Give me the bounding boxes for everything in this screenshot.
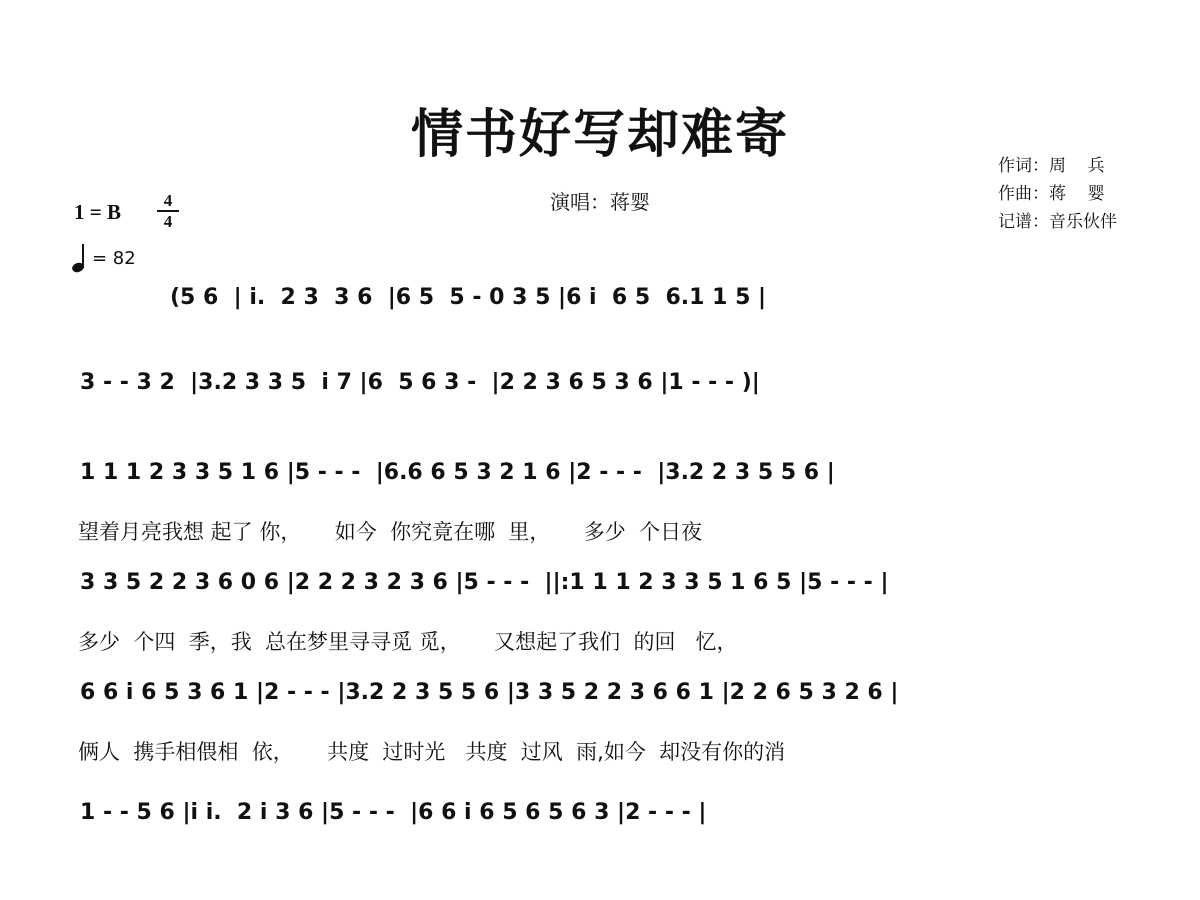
song-title: 情书好写却难寄 xyxy=(410,104,789,165)
score-row xyxy=(0,570,1200,670)
key-signature: 1 = B xyxy=(74,200,121,224)
lyric-line: 多少 个四 季，我 总在梦里寻寻觅 觅， 又想起了我们 的回 忆， xyxy=(78,630,738,654)
transcriber-credit: 记谱：音乐伙伴 xyxy=(998,212,1117,232)
notes-line: 3 3 5 2 2 3 6 0 6 |2 2 2 3 2 3 6 |5 - - - ||:1 1 1 2 3 3 5 1 6 5 |5 - - - | xyxy=(80,570,889,595)
tempo-value: = 82 xyxy=(92,247,136,269)
composer-credit: 作曲：蒋 婴 xyxy=(998,184,1105,204)
notes-line: 6 6 i 6 5 3 6 1 |2 - - - |3.2 2 3 5 5 6 |3 3 5 2 2 3 6 6 1 |2 2 6 5 3 2 6 | xyxy=(80,680,899,705)
notes-line: (5 6 | i. 2 3 3 6 |6 5 5 - 0 3 5 |6 i 6 5 6.1 1 5 | xyxy=(170,285,767,310)
time-signature xyxy=(157,192,179,230)
lyric-line: 望着月亮我想 起了 你， 如今 你究竟在哪 里， 多少 个日夜 xyxy=(78,520,703,544)
score-row xyxy=(0,460,1200,560)
tempo-marking xyxy=(72,244,136,272)
lyricist-credit: 作词：周 兵 xyxy=(998,156,1105,176)
score-row xyxy=(0,680,1200,780)
score-row xyxy=(0,370,1200,470)
credits-block xyxy=(998,152,1117,236)
singer-credit: 演唱：蒋婴 xyxy=(550,190,650,214)
notes-line: 1 1 1 2 3 3 5 1 6 |5 - - - |6.6 6 5 3 2 1 6 |2 - - - |3.2 2 3 5 5 6 | xyxy=(80,460,835,485)
quarter-note-icon xyxy=(72,244,86,272)
notes-line: 1 - - 5 6 |i i. 2 i 3 6 |5 - - - |6 6 i 6 5 6 5 6 3 |2 - - - | xyxy=(80,800,707,825)
score-row xyxy=(0,800,1200,900)
meter-top: 4 xyxy=(163,191,173,210)
lyric-line: 俩人 携手相偎相 依， 共度 过时光 共度 过风 雨,如今 却没有你的消 xyxy=(78,740,786,764)
meter-bottom: 4 xyxy=(163,212,173,231)
notes-line: 3 - - 3 2 |3.2 3 3 5 i 7 |6 5 6 3 - |2 2 3 6 5 3 6 |1 - - - )| xyxy=(80,370,760,395)
